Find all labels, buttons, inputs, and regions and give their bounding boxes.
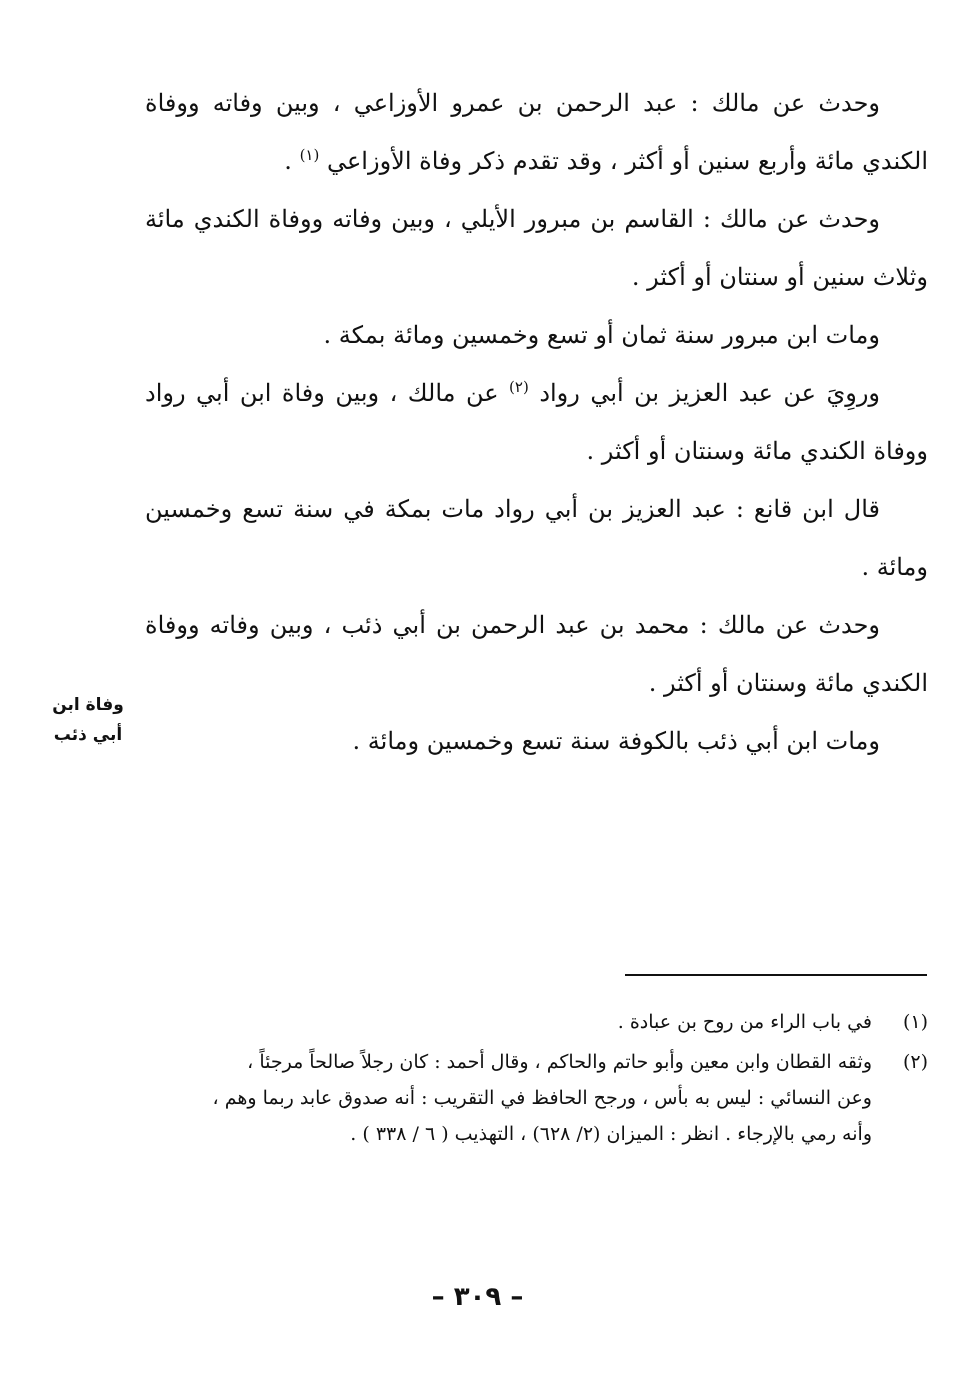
- paragraph-text: وروِيَ عن عبد العزيز بن أبي رواد: [539, 379, 880, 407]
- footnote-ref[interactable]: (١): [299, 146, 320, 164]
- paragraph-text: وحدث عن مالك : القاسم بن مبرور الأيلي ، وبين وفاته ووفاة الكندي مائة وثلاث سنين أو سنتان أو أكثر .: [145, 205, 928, 291]
- paragraph-text: وحدث عن مالك : عبد الرحمن بن عمرو الأوزاعي ، وبين وفاته ووفاة الكندي مائة وأربع سنين أو أكثر ، وقد تقدم ذكر وفاة الأوزاعي: [145, 89, 928, 175]
- footnote-line: وعن النسائي : ليس به بأس ، ورجح الحافظ في التقريب : أنه صدوق عابد ربما وهم ،: [212, 1087, 872, 1109]
- footnote-line: في باب الراء من روح بن عبادة .: [617, 1011, 872, 1033]
- paragraph-text-tail: .: [284, 147, 300, 175]
- margin-heading-line: وفاة ابن: [52, 695, 124, 715]
- footnote-line: وأنه رمي بالإرجاء . انظر : الميزان (٢/ ٦٢٨) ، التهذيب ( ٦ / ٣٣٨ ) .: [350, 1123, 872, 1145]
- footnote-body: [150, 1004, 872, 1040]
- paragraph-text: وحدث عن مالك : محمد بن عبد الرحمن بن أبي ذئب ، وبين وفاته ووفاة الكندي مائة وسنتان أو أكثر .: [145, 611, 928, 697]
- paragraph-6: [145, 596, 928, 712]
- margin-heading-line: أبي ذئب: [53, 725, 123, 745]
- paragraph-text: ومات ابن أبي ذئب بالكوفة سنة تسع وخمسين ومائة .: [352, 727, 880, 755]
- footnote-line: وثقه القطان وابن معين وأبو حاتم والحاكم ، وقال أحمد : كان رجلاً صالحاً مرجئاً ،: [247, 1051, 872, 1073]
- paragraph-3: [145, 306, 928, 364]
- paragraph-4: [145, 364, 928, 480]
- paragraph-text: قال ابن قانع : عبد العزيز بن أبي رواد مات بمكة في سنة تسع وخمسين ومائة .: [145, 495, 928, 581]
- footnote-2: [150, 1044, 928, 1152]
- footnote-ref[interactable]: (٢): [509, 378, 529, 396]
- page-number: – ٣٠٩ –: [431, 1282, 524, 1312]
- paragraph-5: [145, 480, 928, 596]
- footnote-number: (٢): [902, 1051, 928, 1073]
- main-text: [145, 74, 928, 770]
- margin-heading: [40, 690, 136, 750]
- footnote-number: (١): [902, 1011, 928, 1033]
- paragraph-2: [145, 190, 928, 306]
- paragraph-1: [145, 74, 928, 190]
- footnotes: [150, 1004, 928, 1156]
- footnote-1: [150, 1004, 928, 1040]
- footnote-body: [150, 1044, 872, 1152]
- paragraph-text: ومات ابن مبرور سنة ثمان أو تسع وخمسين ومائة بمكة .: [323, 321, 880, 349]
- paragraph-7: [145, 712, 928, 770]
- footnote-separator: [625, 974, 927, 976]
- paragraph-text-tail: عن مالك ، وبين وفاة ابن أبي رواد ووفاة الكندي مائة وسنتان أو أكثر .: [145, 379, 928, 465]
